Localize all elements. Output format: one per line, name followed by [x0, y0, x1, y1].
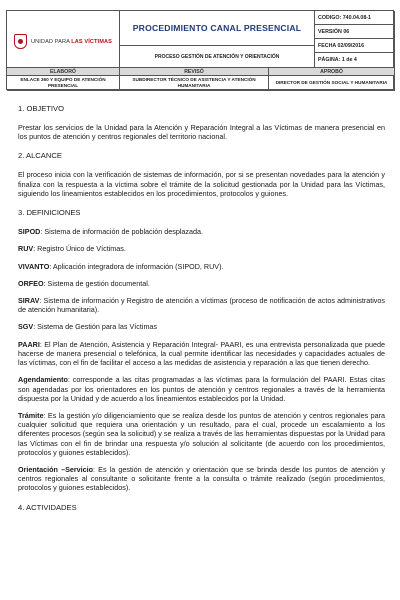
logo-cell: [7, 11, 120, 68]
definition-orientacion-servicio: Orientación –Servicio: Es la gestión de atención y orientación que se brinda desde los puntos de atención y centros regionales al consultante o solicitante frente a la consulta o trámite realizado (según procedimientos, protocolos y guiones establecidos).: [18, 465, 385, 493]
title-cell: [120, 11, 315, 46]
document-date: FECHA 02/09/2016: [315, 39, 395, 53]
role-value-reviso: SUBDIRECTOR TÉCNICO DE ASISTENCIA Y ATENCIÓN HUMANITARIA: [120, 76, 269, 91]
section-heading-objetivo: 1. OBJETIVO: [18, 104, 64, 113]
document-body: [18, 104, 385, 522]
unidad-victimas-logo: [14, 34, 112, 49]
definition-tramite: Trámite: Es la gestión y/o diligenciamiento que se realiza desde los puntos de atención y centros regionales para cualquier solicitud que requiera una orientación y un resultado, para el cual, procede un escalamiento a los diferentes procesos (según sea la solicitud) y se realiza a través de las herramientas dispuestas por la Unidad para las Víctimas con el fin de brindar una respuesta y/o solución al solicitante (de acuerdo con los procedimientos, protocolos y guiones establecidos).: [18, 410, 385, 457]
section-heading-alcance: 2. ALCANCE: [18, 151, 62, 161]
definition-paari: PAARI: El Plan de Atención, Asistencia y Reparación Integral- PAARI, es una entrevista personalizada que puede hacerse de manera presencial o telefónica, la cual permite identificar las necesidades y capacidades actuales de las víctimas, con el fin de facilitar el acceso a las medidas de asistencia y reparación a las que tienen derecho.: [18, 339, 385, 368]
definition-sipod: SIPOD: Sistema de información de población desplazada.: [18, 227, 203, 237]
role-value-aprobo: DIRECTOR DE GESTIÓN SOCIAL Y HUMANITARIA: [269, 76, 395, 91]
definition-vivanto: VIVANTO: Aplicación integradora de información (SIPOD, RUV).: [18, 261, 224, 271]
document-code: CODIGO: 740.04.08-1: [315, 11, 395, 25]
process-name: PROCESO GESTIÓN DE ATENCIÓN Y ORIENTACIÓN: [154, 53, 280, 60]
page-number: PÁGINA: 1 de 4: [315, 53, 395, 68]
section-heading-definiciones: 3. DEFINICIONES: [18, 208, 81, 218]
process-cell: [120, 46, 315, 68]
definition-agendamiento: Agendamiento: corresponde a las citas programadas a las víctimas para la formulación del PAARI. Estas citas son agendadas por los orientadores en los puntos de atención y centros regionales a través de la herramienta dispuesta por la Unidad y de acuerdo a los lineamientos establecidos por la Unidad.: [18, 375, 385, 403]
role-head-elaboro: ELABORÓ: [7, 68, 120, 76]
document-title: PROCEDIMIENTO CANAL PRESENCIAL: [132, 23, 302, 33]
alcance-text: El proceso inicia con la verificación de sistemas de información, por si se presentan novedades para la atención y finaliza con la respuesta a la víctima sobre el trámite de la solicitud gestionada por la Unidad para las Víctimas, siguiendo los lineamientos establecidos en los procedimientos, protocolos y guiones.: [18, 170, 385, 198]
definition-orfeo: ORFEO: Sistema de gestión documental.: [18, 278, 150, 288]
document-header-table: [6, 10, 394, 90]
section-heading-actividades: 4. ACTIVIDADES: [18, 502, 77, 512]
objetivo-text: Prestar los servicios de la Unidad para la Atención y Reparación Integral a las Víctimas de manera presencial en los puntos de atención y centros regionales del territorio nacional.: [18, 123, 385, 142]
role-head-reviso: REVISÓ: [120, 68, 269, 76]
definition-sirav: SIRAV: Sistema de información y Registro de atención a víctimas (proceso de notificación de actos administrativos de atención humanitaria).: [18, 295, 385, 315]
definition-ruv: RUV: Registro Único de Víctimas.: [18, 244, 126, 254]
role-value-elaboro: ENLACE 360 Y EQUIPO DE ATENCIÓN PRESENCIAL: [7, 76, 120, 91]
coat-of-arms-icon: [14, 34, 27, 49]
role-head-aprobo: APROBÓ: [269, 68, 395, 76]
logo-text: UNIDAD PARA LAS VÍCTIMAS: [31, 38, 112, 45]
document-version: VERSIÓN 06: [315, 25, 395, 39]
definition-sgv: SGV: Sistema de Gestión para las Víctimas: [18, 322, 158, 332]
